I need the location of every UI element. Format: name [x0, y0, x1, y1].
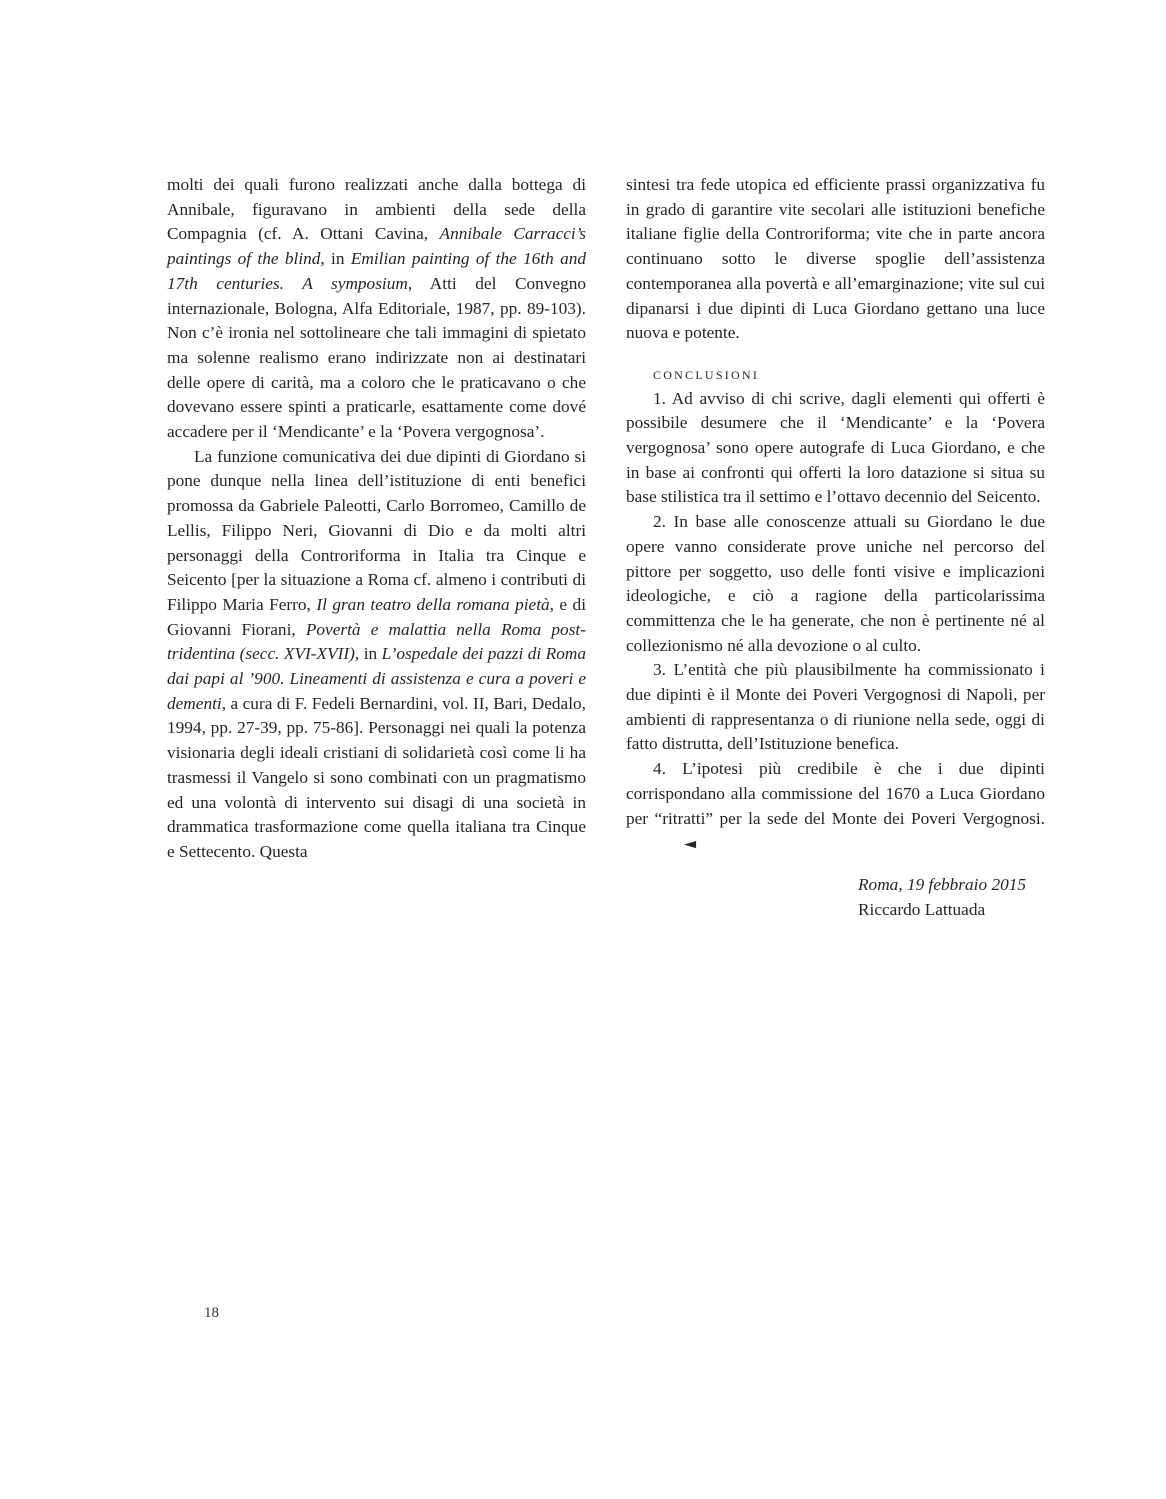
- left-column: [167, 173, 586, 922]
- text-run: , in: [320, 249, 351, 269]
- text-run: , e di Giovanni Fiorani,: [167, 594, 586, 639]
- right-column: [626, 173, 1045, 922]
- signature-line: Roma, 19 febbraio 2015: [858, 874, 1027, 894]
- italic-text-run: Emilian painting of the 16th and 17th centuries. A symposium: [167, 249, 586, 293]
- text-run: 2. In base alle conoscenze attuali su Giordano le due opere vanno considerate prove uniche nel percorso del pittore per soggetto, uso delle fonti visive e implicazioni ideologiche, e ciò a ragione della particolarissima committenza che le ha generate, che non è pertinente né al collezionismo né alla devozione o al culto.: [626, 512, 1045, 655]
- paragraph: [626, 387, 1045, 511]
- text-run: 1. Ad avviso di chi scrive, dagli elementi qui offerti è possibile desumere che il ‘Mendicante’ e la ‘Povera vergognosa’ sono opere autografe di Luca Giordano, e che in base ai confronti qui offerti la loro datazione si situa su base stilistica tra il settimo e l’ottavo decennio del Seicento.: [626, 388, 1045, 507]
- text-run: sintesi tra fede utopica ed efficiente prassi organizzativa fu in grado di garantire vite secolari alle istituzioni benefiche italiane figlie della Controriforma; vite che in parte ancora continuano sotto le diverse spoglie dell’assistenza contemporanea alla povertà e all’emarginazione; vite sul cui dipanarsi i due dipinti di Luca Giordano gettano una luce nuova e potente.: [626, 175, 1045, 343]
- text-run: , Atti del Convegno internazionale, Bologna, Alfa Editoriale, 1987, pp. 89-103). Non c’è ironia nel sottolineare che tali immagini di spietato ma solenne realismo erano indirizzate non ai destinatari delle opere di carità, ma a coloro che le praticavano o che dovevano essere spinti a praticarle, esattamente come dové accadere per il ‘Mendicante’ e la ‘Povera vergognosa’.: [167, 273, 586, 442]
- italic-text-run: L’ospedale dei pazzi di Roma dai papi al ’900. Lineamenti di assistenza e cura a poveri e dementi: [167, 644, 586, 713]
- section-heading: conclusioni: [653, 363, 760, 383]
- paragraph: [626, 757, 1045, 857]
- text-run: , a cura di F. Fedeli Bernardini, vol. II, Bari, Dedalo, 1994, pp. 27-39, pp. 75-86]. Personaggi nei quali la potenza visionaria degli ideali cristiani di solidarietà così come li ha trasmessi il Vangelo si sono combinati con un pragmatismo ed una volontà di intervento sui disagi di una società in drammatica trasformazione come quella italiana tra Cinque e Settecento. Questa: [167, 693, 586, 861]
- paragraph: [167, 445, 586, 865]
- text-columns: [167, 173, 1045, 922]
- paragraph: [626, 510, 1045, 658]
- signature-line: Riccardo Lattuada: [858, 899, 986, 919]
- text-run: molti dei quali furono realizzati anche dalla bottega di Annibale, figuravano in ambienti della sede della Compagnia (cf. A. Ottani Cavina,: [167, 175, 586, 244]
- signature-block: [626, 873, 1045, 922]
- end-of-article-mark: ◄: [679, 837, 701, 852]
- paragraph: [626, 658, 1045, 757]
- page-number: 18: [204, 1305, 219, 1321]
- text-run: La funzione comunicativa dei due dipinti di Giordano si pone dunque nella linea dell’istituzione di enti benefici promossa da Gabriele Paleotti, Carlo Borromeo, Camillo de Lellis, Filippo Neri, Giovanni di Dio e da molti altri personaggi della Controriforma in Italia tra Cinque e Seicento [per la situazione a Roma cf. almeno i contributi di Filippo Maria Ferro,: [167, 446, 586, 614]
- italic-text-run: Povertà e malattia nella Roma post-tridentina (secc. XVI-XVII): [167, 619, 586, 664]
- italic-text-run: Annibale Carracci’s paintings of the blind: [167, 224, 586, 269]
- paragraph: [626, 173, 1045, 346]
- text-run: , in: [354, 644, 382, 664]
- paragraph: [167, 173, 586, 445]
- italic-text-run: Il gran teatro della romana pietà: [316, 594, 550, 614]
- text-run: 4. L’ipotesi più credibile è che i due dipinti corrispondano alla commissione del 1670 a Luca Giordano per “ritratti” per la sede del Monte dei Poveri Vergognosi.: [626, 759, 1045, 828]
- text-run: 3. L’entità che più plausibilmente ha commissionato i due dipinti è il Monte dei Poveri Vergognosi di Napoli, per ambienti di rappresentanza o di riunione nella sede, oggi di fatto distrutta, dell’Istituzione benefica.: [626, 660, 1045, 754]
